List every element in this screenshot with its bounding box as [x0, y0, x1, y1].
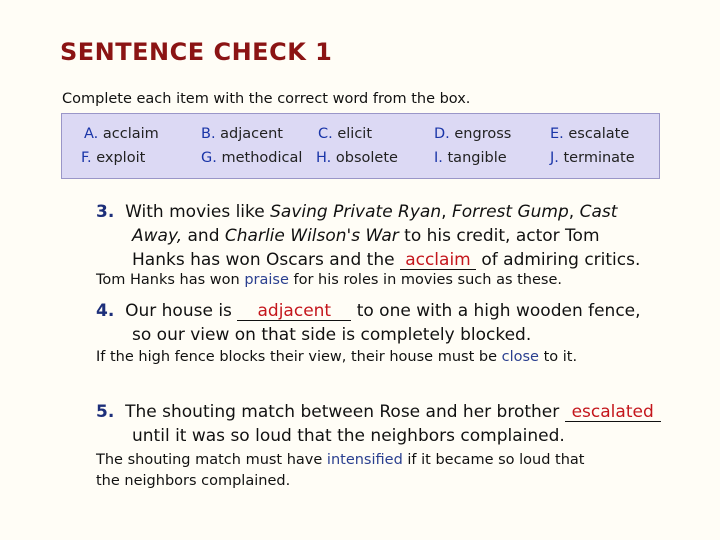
answer-blank: [400, 249, 476, 270]
answer-text: adjacent: [257, 301, 332, 321]
item-4-line-1: 4. Our house is adjacent to one with a high wooden fence,: [96, 301, 641, 321]
movie-title: Saving Private Ryan: [270, 202, 442, 222]
instruction-text: Complete each item with the correct word from the box.: [62, 91, 471, 107]
movie-title: Away,: [132, 226, 183, 246]
movie-title: Forrest Gump: [451, 202, 569, 222]
item-5-line-1: 5. The shouting match between Rose and her brother escalated: [96, 401, 661, 423]
movie-title: Cast: [579, 202, 618, 222]
answer-text: escalated: [571, 402, 654, 422]
word-choice-adjacent: B. adjacent: [201, 126, 283, 142]
answer-blank: [237, 300, 351, 321]
hint-keyword: close: [501, 349, 539, 365]
word-choice-terminate: J. terminate: [550, 150, 635, 166]
item-3-hint: Tom Hanks has won praise for his roles in movies such as these.: [96, 272, 563, 288]
word-choice-exploit: F. exploit: [81, 150, 146, 166]
item-4-line-2: so our view on that side is completely blocked.: [132, 325, 532, 345]
movie-title: Charlie Wilson's War: [224, 226, 399, 246]
item-4-hint: If the high fence blocks their view, their house must be close to it.: [96, 349, 578, 365]
word-choice-obsolete: H. obsolete: [316, 150, 398, 166]
word-choice-methodical: G. methodical: [201, 150, 303, 166]
item-3-line-1: 3. With movies like Saving Private Ryan, Forrest Gump, Cast: [96, 202, 618, 222]
word-choice-escalate: E. escalate: [550, 126, 630, 142]
item-3-line-2: Away, and Charlie Wilson's War to his credit, actor Tom: [132, 226, 600, 246]
item-number: 5.: [96, 402, 115, 422]
word-choice-tangible: I. tangible: [434, 150, 507, 166]
answer-text: acclaim: [405, 250, 471, 270]
item-3-line-3: Hanks has won Oscars and the acclaim of admiring critics.: [132, 250, 641, 270]
answer-blank: [565, 401, 661, 422]
word-choice-elicit: C. elicit: [318, 126, 373, 142]
word-choice-acclaim: A. acclaim: [84, 126, 159, 142]
word-choice-engross: D. engross: [434, 126, 512, 142]
hint-keyword: praise: [244, 272, 289, 288]
item-5-hint: The shouting match must have intensified if it became so loud that: [96, 452, 585, 468]
word-box: [61, 113, 660, 179]
hint-keyword: intensified: [326, 452, 403, 468]
item-number: 4.: [96, 301, 115, 321]
item-5-line-2: until it was so loud that the neighbors complained.: [132, 426, 565, 446]
item-5-hint-line-2: the neighbors complained.: [96, 473, 291, 489]
item-number: 3.: [96, 202, 115, 222]
page-title: SENTENCE CHECK 1: [60, 38, 333, 66]
